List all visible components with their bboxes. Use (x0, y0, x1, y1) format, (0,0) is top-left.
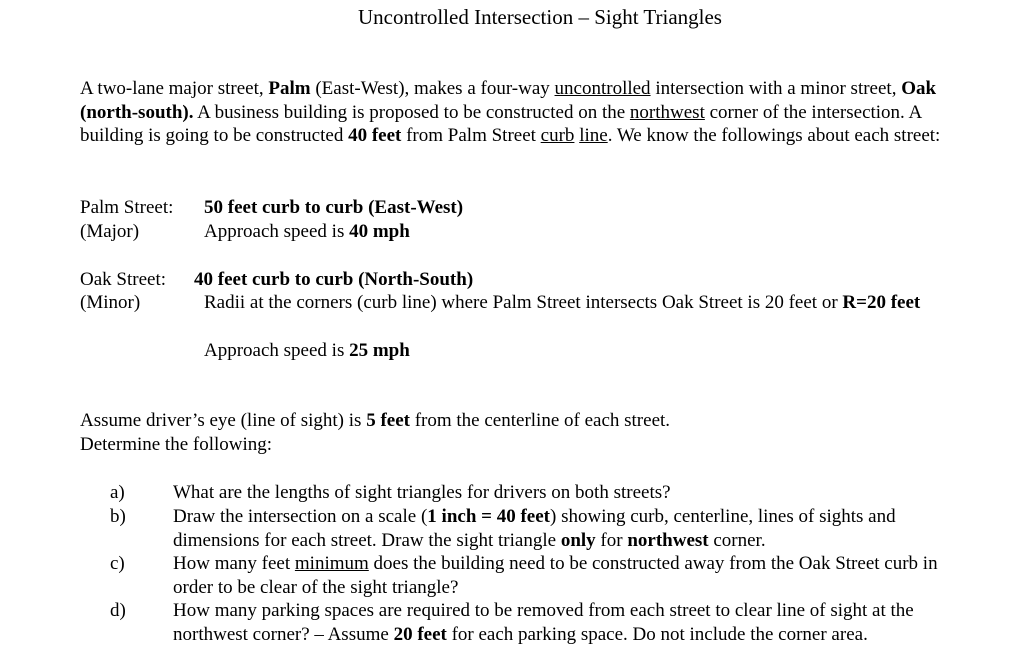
intro-text-underlined: northwest (629, 101, 705, 123)
question-d-text (173, 599, 968, 646)
palm-street-class: (Major) (80, 221, 140, 242)
question-c-part: How many feet (173, 553, 295, 574)
question-b-scale: 1 inch = 40 feet (427, 506, 550, 527)
oak-street-speed (204, 339, 410, 363)
question-c-text (173, 552, 968, 599)
assumption-text: from the centerline of each street. (409, 410, 671, 431)
palm-street-width: 50 feet curb to curb (East-West) (204, 197, 464, 218)
question-b-part: ) showing curb, centerline, lines of sights and dimensions for each street. Draw the sight triangle (173, 506, 896, 551)
intro-text: . We know the followings about each street: (607, 125, 941, 146)
oak-street-label: Oak Street: (80, 269, 167, 290)
page-title: Uncontrolled Intersection – Sight Triangles (358, 5, 722, 29)
oak-radii-text: Radii at the corners (curb line) where Palm Street intersects Oak Street is 20 feet or (204, 292, 843, 313)
assumption-line (80, 409, 980, 433)
question-c-letter: c) (110, 553, 125, 574)
intro-text: A business building is proposed to be constructed on the (193, 101, 630, 123)
question-b-text (173, 505, 968, 552)
intro-text-bold: Palm (268, 78, 311, 99)
question-b-corner: northwest (627, 529, 709, 551)
intro-text-underlined: curb (540, 125, 575, 146)
palm-speed-value: 40 mph (349, 221, 410, 242)
palm-speed-label: Approach speed is (204, 221, 350, 242)
question-b-part: for (595, 529, 628, 551)
question-d-letter: d) (110, 600, 126, 621)
intro-text: (East-West), makes a four-way (310, 78, 555, 99)
oak-speed-label: Approach speed is (204, 340, 350, 361)
oak-radii-value: R=20 feet (842, 292, 921, 313)
intro-text-bold: Oak (north-south). (80, 78, 937, 123)
question-b-part: Draw the intersection on a scale ( (173, 506, 428, 527)
question-b-only: only (560, 529, 596, 551)
determine-line: Determine the following: (80, 433, 273, 455)
question-b-letter: b) (110, 506, 126, 527)
intro-text-underlined: uncontrolled (554, 78, 651, 99)
intro-paragraph (80, 77, 980, 148)
intro-text-underlined: line (579, 125, 608, 146)
palm-street-label: Palm Street: (80, 197, 174, 218)
assumption-value: 5 feet (366, 410, 410, 431)
palm-street-speed (204, 220, 410, 244)
question-d-part: How many parking spaces are required to be removed from each street to clear line of sight at the northwest corner? – Assume (173, 600, 914, 645)
oak-speed-value: 25 mph (349, 340, 410, 361)
intro-text: A two-lane major street, (80, 78, 269, 99)
oak-street-radii (204, 291, 964, 315)
question-d-part: for each parking space. Do not include the corner area. (446, 623, 868, 645)
question-c-part: does the building need to be constructed away from the Oak Street curb in order to be clear of the sight triangle? (173, 553, 938, 598)
oak-street-width: 40 feet curb to curb (North-South) (194, 269, 474, 290)
assumption-block (80, 409, 980, 456)
question-a-text: What are the lengths of sight triangles for drivers on both streets? (173, 482, 671, 503)
assumption-text: Assume driver’s eye (line of sight) is (80, 410, 367, 431)
question-a-letter: a) (110, 482, 125, 503)
intro-text: from Palm Street (401, 125, 541, 146)
question-c-minimum: minimum (294, 553, 369, 574)
question-d-value: 20 feet (393, 623, 447, 645)
intro-text-bold: 40 feet (348, 125, 402, 146)
question-b-part: corner. (708, 529, 766, 551)
intro-text: intersection with a minor street, (650, 78, 902, 99)
oak-street-class: (Minor) (80, 292, 141, 313)
intro-text: corner of the intersection. A building is going to be constructed (80, 101, 922, 146)
